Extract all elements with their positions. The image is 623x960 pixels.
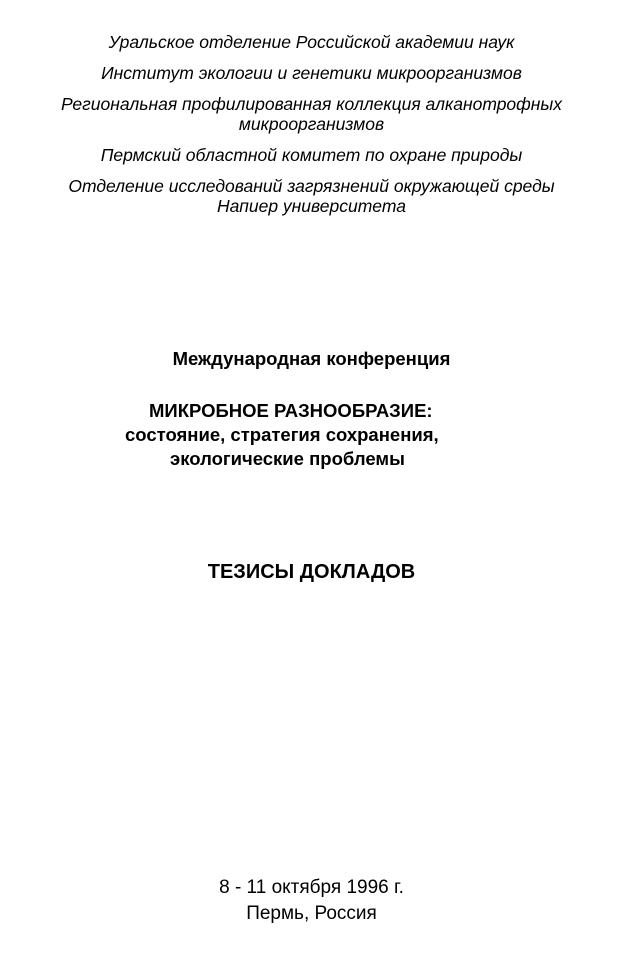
- conference-title-line-3: экологические проблемы: [170, 448, 405, 469]
- organization: [0, 32, 623, 52]
- organization: [0, 94, 623, 134]
- organizations-list: [0, 32, 623, 227]
- conference-title: [0, 399, 623, 471]
- conference-type: Международная конференция: [172, 348, 451, 369]
- organization-name: Пермский областной комитет по охране природы: [100, 145, 523, 165]
- conference-title-line-2: состояние, стратегия сохранения,: [125, 424, 439, 445]
- organization-name: Уральское отделение Российской академии наук: [108, 32, 515, 52]
- organization: [0, 63, 623, 83]
- organization-name: Институт экологии и генетики микроорганизмов: [101, 63, 522, 83]
- conference-place: Пермь, Россия: [246, 903, 377, 924]
- conference-dates: 8 - 11 октября 1996 г.: [219, 877, 404, 898]
- organization-name-continued: микроорганизмов: [238, 114, 385, 134]
- organization: [0, 145, 623, 165]
- organization-name: Региональная профилированная коллекция алканотрофных: [60, 94, 563, 114]
- conference-title-line-1: МИКРОБНОЕ РАЗНООБРАЗИЕ:: [149, 400, 433, 421]
- organization-name: Отделение исследований загрязнений окружающей среды: [68, 176, 555, 196]
- organization-name-continued: Напиер университета: [217, 196, 406, 216]
- publication-info: [0, 875, 623, 927]
- abstracts-heading: ТЕЗИСЫ ДОКЛАДОВ: [207, 561, 416, 583]
- organization: [0, 176, 623, 216]
